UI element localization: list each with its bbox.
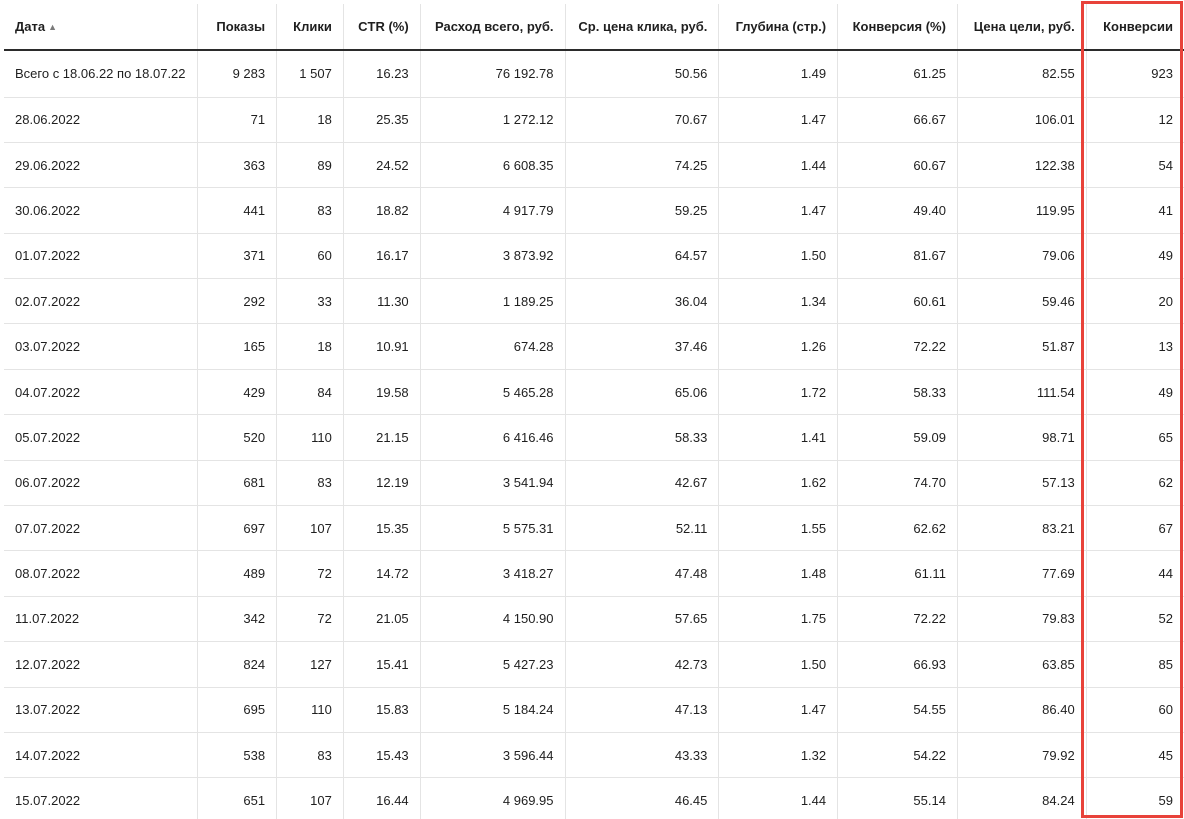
column-header-goal-cost[interactable]: Цена цели, руб. xyxy=(957,4,1086,50)
ctr-cell: 15.43 xyxy=(343,732,420,777)
date-cell: 06.07.2022 xyxy=(4,460,197,505)
avg-cpc-cell: 74.25 xyxy=(565,142,719,187)
clicks-cell: 84 xyxy=(277,369,344,414)
goal-cost-cell: 79.83 xyxy=(957,596,1086,641)
date-cell: 03.07.2022 xyxy=(4,324,197,369)
depth-cell: 1.75 xyxy=(719,596,838,641)
spend-cell: 5 184.24 xyxy=(420,687,565,732)
table-row xyxy=(4,506,1184,551)
goal-cost-cell: 83.21 xyxy=(957,506,1086,551)
total-avg-cpc: 50.56 xyxy=(565,50,719,97)
depth-cell: 1.47 xyxy=(719,188,838,233)
sort-ascending-icon[interactable]: ▲ xyxy=(48,22,58,32)
spend-cell: 674.28 xyxy=(420,324,565,369)
depth-cell: 1.55 xyxy=(719,506,838,551)
goal-cost-cell: 106.01 xyxy=(957,97,1086,142)
conversions-cell: 12 xyxy=(1086,97,1184,142)
table-row xyxy=(4,732,1184,777)
ctr-cell: 21.15 xyxy=(343,415,420,460)
impressions-cell: 429 xyxy=(197,369,277,414)
table-row xyxy=(4,642,1184,687)
ctr-cell: 25.35 xyxy=(343,97,420,142)
spend-cell: 3 418.27 xyxy=(420,551,565,596)
table-row xyxy=(4,369,1184,414)
table-row xyxy=(4,778,1184,819)
depth-cell: 1.47 xyxy=(719,97,838,142)
avg-cpc-cell: 57.65 xyxy=(565,596,719,641)
impressions-cell: 651 xyxy=(197,778,277,819)
avg-cpc-cell: 42.73 xyxy=(565,642,719,687)
avg-cpc-cell: 58.33 xyxy=(565,415,719,460)
spend-cell: 6 608.35 xyxy=(420,142,565,187)
conversion-rate-cell: 58.33 xyxy=(838,369,958,414)
conversions-cell: 20 xyxy=(1086,279,1184,324)
clicks-cell: 18 xyxy=(277,97,344,142)
date-cell: 01.07.2022 xyxy=(4,233,197,278)
spend-cell: 1 189.25 xyxy=(420,279,565,324)
date-cell: 15.07.2022 xyxy=(4,778,197,819)
table-row xyxy=(4,551,1184,596)
conversions-cell: 62 xyxy=(1086,460,1184,505)
date-cell: 14.07.2022 xyxy=(4,732,197,777)
ctr-cell: 19.58 xyxy=(343,369,420,414)
depth-cell: 1.62 xyxy=(719,460,838,505)
depth-cell: 1.44 xyxy=(719,142,838,187)
column-header-ctr[interactable]: CTR (%) xyxy=(343,4,420,50)
table-row xyxy=(4,97,1184,142)
spend-cell: 5 427.23 xyxy=(420,642,565,687)
clicks-cell: 72 xyxy=(277,551,344,596)
avg-cpc-cell: 47.48 xyxy=(565,551,719,596)
depth-cell: 1.47 xyxy=(719,687,838,732)
conversions-cell: 49 xyxy=(1086,369,1184,414)
goal-cost-cell: 86.40 xyxy=(957,687,1086,732)
table-row xyxy=(4,687,1184,732)
goal-cost-cell: 119.95 xyxy=(957,188,1086,233)
table-header xyxy=(4,4,1184,50)
conversion-rate-cell: 61.11 xyxy=(838,551,958,596)
date-cell: 28.06.2022 xyxy=(4,97,197,142)
clicks-cell: 89 xyxy=(277,142,344,187)
goal-cost-cell: 98.71 xyxy=(957,415,1086,460)
conversion-rate-cell: 74.70 xyxy=(838,460,958,505)
conversions-cell: 41 xyxy=(1086,188,1184,233)
total-spend: 76 192.78 xyxy=(420,50,565,97)
conversion-rate-cell: 66.93 xyxy=(838,642,958,687)
impressions-cell: 695 xyxy=(197,687,277,732)
conversion-rate-cell: 72.22 xyxy=(838,324,958,369)
goal-cost-cell: 59.46 xyxy=(957,279,1086,324)
column-header-depth[interactable]: Глубина (стр.) xyxy=(719,4,838,50)
impressions-cell: 292 xyxy=(197,279,277,324)
date-cell: 02.07.2022 xyxy=(4,279,197,324)
ctr-cell: 15.83 xyxy=(343,687,420,732)
avg-cpc-cell: 65.06 xyxy=(565,369,719,414)
ctr-cell: 16.17 xyxy=(343,233,420,278)
clicks-cell: 33 xyxy=(277,279,344,324)
total-conversions: 923 xyxy=(1086,50,1184,97)
avg-cpc-cell: 43.33 xyxy=(565,732,719,777)
clicks-cell: 72 xyxy=(277,596,344,641)
total-depth: 1.49 xyxy=(719,50,838,97)
conversion-rate-cell: 81.67 xyxy=(838,233,958,278)
column-header-clicks[interactable]: Клики xyxy=(277,4,344,50)
spend-cell: 3 873.92 xyxy=(420,233,565,278)
ctr-cell: 16.44 xyxy=(343,778,420,819)
date-cell: 08.07.2022 xyxy=(4,551,197,596)
table-body xyxy=(4,97,1184,819)
spend-cell: 3 596.44 xyxy=(420,732,565,777)
conversion-rate-cell: 66.67 xyxy=(838,97,958,142)
goal-cost-cell: 111.54 xyxy=(957,369,1086,414)
spend-cell: 4 917.79 xyxy=(420,188,565,233)
depth-cell: 1.44 xyxy=(719,778,838,819)
ctr-cell: 24.52 xyxy=(343,142,420,187)
clicks-cell: 107 xyxy=(277,778,344,819)
conversion-rate-cell: 60.61 xyxy=(838,279,958,324)
avg-cpc-cell: 52.11 xyxy=(565,506,719,551)
impressions-cell: 489 xyxy=(197,551,277,596)
impressions-cell: 342 xyxy=(197,596,277,641)
column-header-conversion-rate[interactable]: Конверсия (%) xyxy=(838,4,958,50)
statistics-table xyxy=(4,4,1184,819)
date-cell: 07.07.2022 xyxy=(4,506,197,551)
clicks-cell: 83 xyxy=(277,732,344,777)
ctr-cell: 10.91 xyxy=(343,324,420,369)
goal-cost-cell: 79.06 xyxy=(957,233,1086,278)
conversions-cell: 13 xyxy=(1086,324,1184,369)
date-cell: 04.07.2022 xyxy=(4,369,197,414)
impressions-cell: 538 xyxy=(197,732,277,777)
header-row xyxy=(4,4,1184,50)
date-cell: 29.06.2022 xyxy=(4,142,197,187)
goal-cost-cell: 84.24 xyxy=(957,778,1086,819)
table-row xyxy=(4,415,1184,460)
goal-cost-cell: 63.85 xyxy=(957,642,1086,687)
conversions-cell: 85 xyxy=(1086,642,1184,687)
ctr-cell: 15.41 xyxy=(343,642,420,687)
conversions-cell: 54 xyxy=(1086,142,1184,187)
clicks-cell: 83 xyxy=(277,460,344,505)
ctr-cell: 15.35 xyxy=(343,506,420,551)
impressions-cell: 681 xyxy=(197,460,277,505)
depth-cell: 1.48 xyxy=(719,551,838,596)
depth-cell: 1.50 xyxy=(719,233,838,278)
ctr-cell: 18.82 xyxy=(343,188,420,233)
avg-cpc-cell: 46.45 xyxy=(565,778,719,819)
column-header-label: Дата xyxy=(15,19,46,34)
impressions-cell: 441 xyxy=(197,188,277,233)
depth-cell: 1.34 xyxy=(719,279,838,324)
depth-cell: 1.26 xyxy=(719,324,838,369)
clicks-cell: 110 xyxy=(277,415,344,460)
conversion-rate-cell: 59.09 xyxy=(838,415,958,460)
date-cell: 13.07.2022 xyxy=(4,687,197,732)
spend-cell: 4 969.95 xyxy=(420,778,565,819)
total-section xyxy=(4,50,1184,97)
conversions-cell: 44 xyxy=(1086,551,1184,596)
clicks-cell: 127 xyxy=(277,642,344,687)
table-row xyxy=(4,233,1184,278)
clicks-cell: 110 xyxy=(277,687,344,732)
date-cell: 30.06.2022 xyxy=(4,188,197,233)
goal-cost-cell: 122.38 xyxy=(957,142,1086,187)
date-cell: 12.07.2022 xyxy=(4,642,197,687)
total-impressions: 9 283 xyxy=(197,50,277,97)
impressions-cell: 71 xyxy=(197,97,277,142)
avg-cpc-cell: 37.46 xyxy=(565,324,719,369)
column-header-date[interactable] xyxy=(4,4,197,50)
conversions-cell: 49 xyxy=(1086,233,1184,278)
total-ctr: 16.23 xyxy=(343,50,420,97)
spend-cell: 5 575.31 xyxy=(420,506,565,551)
total-goal-cost: 82.55 xyxy=(957,50,1086,97)
total-clicks: 1 507 xyxy=(277,50,344,97)
depth-cell: 1.72 xyxy=(719,369,838,414)
spend-cell: 4 150.90 xyxy=(420,596,565,641)
ctr-cell: 11.30 xyxy=(343,279,420,324)
conversion-rate-cell: 60.67 xyxy=(838,142,958,187)
total-conversion-rate: 61.25 xyxy=(838,50,958,97)
column-header-conversions[interactable]: Конверсии xyxy=(1086,4,1184,50)
date-cell: 11.07.2022 xyxy=(4,596,197,641)
spend-cell: 6 416.46 xyxy=(420,415,565,460)
ctr-cell: 21.05 xyxy=(343,596,420,641)
goal-cost-cell: 79.92 xyxy=(957,732,1086,777)
avg-cpc-cell: 47.13 xyxy=(565,687,719,732)
ctr-cell: 12.19 xyxy=(343,460,420,505)
spend-cell: 1 272.12 xyxy=(420,97,565,142)
column-header-avg-cpc[interactable]: Ср. цена клика, руб. xyxy=(565,4,719,50)
depth-cell: 1.32 xyxy=(719,732,838,777)
impressions-cell: 824 xyxy=(197,642,277,687)
impressions-cell: 371 xyxy=(197,233,277,278)
conversions-cell: 65 xyxy=(1086,415,1184,460)
total-row xyxy=(4,50,1184,97)
goal-cost-cell: 57.13 xyxy=(957,460,1086,505)
impressions-cell: 363 xyxy=(197,142,277,187)
avg-cpc-cell: 70.67 xyxy=(565,97,719,142)
avg-cpc-cell: 64.57 xyxy=(565,233,719,278)
conversions-cell: 59 xyxy=(1086,778,1184,819)
conversions-cell: 45 xyxy=(1086,732,1184,777)
clicks-cell: 107 xyxy=(277,506,344,551)
conversion-rate-cell: 72.22 xyxy=(838,596,958,641)
column-header-spend[interactable]: Расход всего, руб. xyxy=(420,4,565,50)
conversion-rate-cell: 54.55 xyxy=(838,687,958,732)
avg-cpc-cell: 36.04 xyxy=(565,279,719,324)
conversions-cell: 67 xyxy=(1086,506,1184,551)
table-row xyxy=(4,188,1184,233)
conversions-cell: 60 xyxy=(1086,687,1184,732)
conversion-rate-cell: 49.40 xyxy=(838,188,958,233)
conversion-rate-cell: 54.22 xyxy=(838,732,958,777)
table-row xyxy=(4,596,1184,641)
table-row xyxy=(4,324,1184,369)
date-cell: 05.07.2022 xyxy=(4,415,197,460)
column-header-impressions[interactable]: Показы xyxy=(197,4,277,50)
table-row xyxy=(4,142,1184,187)
avg-cpc-cell: 59.25 xyxy=(565,188,719,233)
depth-cell: 1.41 xyxy=(719,415,838,460)
impressions-cell: 520 xyxy=(197,415,277,460)
table-row xyxy=(4,460,1184,505)
table-row xyxy=(4,279,1184,324)
total-label: Всего с 18.06.22 по 18.07.22 xyxy=(4,50,197,97)
clicks-cell: 18 xyxy=(277,324,344,369)
conversion-rate-cell: 55.14 xyxy=(838,778,958,819)
depth-cell: 1.50 xyxy=(719,642,838,687)
avg-cpc-cell: 42.67 xyxy=(565,460,719,505)
ctr-cell: 14.72 xyxy=(343,551,420,596)
clicks-cell: 83 xyxy=(277,188,344,233)
clicks-cell: 60 xyxy=(277,233,344,278)
goal-cost-cell: 77.69 xyxy=(957,551,1086,596)
conversion-rate-cell: 62.62 xyxy=(838,506,958,551)
spend-cell: 3 541.94 xyxy=(420,460,565,505)
conversions-cell: 52 xyxy=(1086,596,1184,641)
goal-cost-cell: 51.87 xyxy=(957,324,1086,369)
impressions-cell: 165 xyxy=(197,324,277,369)
impressions-cell: 697 xyxy=(197,506,277,551)
spend-cell: 5 465.28 xyxy=(420,369,565,414)
